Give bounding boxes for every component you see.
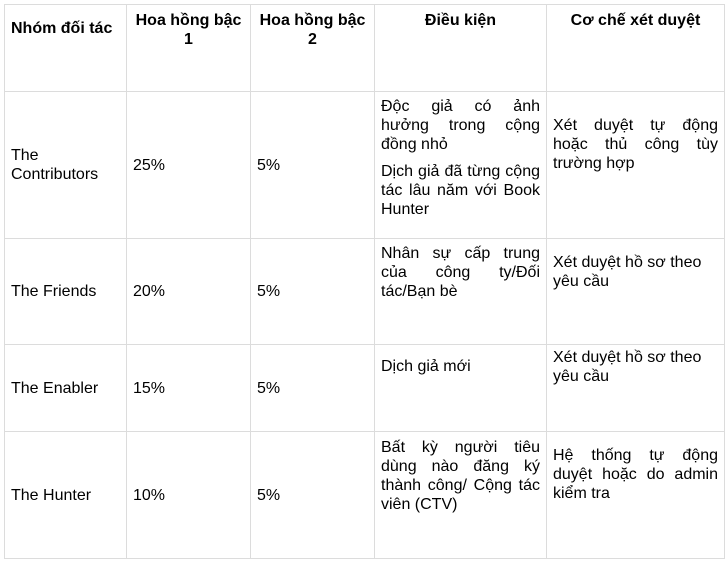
conditions-cell bbox=[375, 92, 547, 239]
condition-text: Độc giả có ảnh hưởng trong cộng đồng nhỏ bbox=[381, 98, 540, 153]
partner-group-cell: The Friends bbox=[5, 239, 127, 345]
conditions-cell bbox=[375, 239, 547, 345]
tier1-cell: 10% bbox=[127, 432, 251, 559]
approval-cell: Xét duyệt tự động hoặc thủ công tùy trường hợp bbox=[547, 92, 725, 239]
header-tier1-commission: Hoa hồng bậc 1 bbox=[127, 5, 251, 92]
tier2-cell: 5% bbox=[251, 239, 375, 345]
condition-text: Dịch giả đã từng cộng tác lâu năm với Book Hunter bbox=[381, 163, 540, 218]
tier2-cell: 5% bbox=[251, 345, 375, 432]
partner-group-cell: The Contributors bbox=[5, 92, 127, 239]
table-row bbox=[5, 92, 725, 239]
conditions-cell bbox=[375, 432, 547, 559]
tier1-cell: 25% bbox=[127, 92, 251, 239]
approval-cell: Xét duyệt hồ sơ theo yêu cầu bbox=[547, 345, 725, 432]
header-conditions: Điều kiện bbox=[375, 5, 547, 92]
table-row bbox=[5, 432, 725, 559]
condition-text: Bất kỳ người tiêu dùng nào đăng ký thành công/ Cộng tác viên (CTV) bbox=[381, 439, 540, 513]
condition-text: Nhân sự cấp trung của công ty/Đối tác/Bạn bè bbox=[381, 245, 540, 300]
condition-text: Dịch giả mới bbox=[381, 358, 471, 375]
table-row bbox=[5, 345, 725, 432]
tier1-cell: 20% bbox=[127, 239, 251, 345]
header-row bbox=[5, 5, 725, 92]
approval-cell: Hệ thống tự động duyệt hoặc do admin kiểm tra bbox=[547, 432, 725, 559]
partner-group-cell: The Hunter bbox=[5, 432, 127, 559]
header-approval-mechanism: Cơ chế xét duyệt bbox=[547, 5, 725, 92]
conditions-cell bbox=[375, 345, 547, 432]
tier1-cell: 15% bbox=[127, 345, 251, 432]
table-row bbox=[5, 239, 725, 345]
tier2-cell: 5% bbox=[251, 432, 375, 559]
header-partner-group: Nhóm đối tác bbox=[5, 5, 127, 92]
tier2-cell: 5% bbox=[251, 92, 375, 239]
partner-group-cell: The Enabler bbox=[5, 345, 127, 432]
approval-cell: Xét duyệt hồ sơ theo yêu cầu bbox=[547, 239, 725, 345]
header-tier2-commission: Hoa hồng bậc 2 bbox=[251, 5, 375, 92]
partner-commission-table bbox=[4, 4, 725, 559]
